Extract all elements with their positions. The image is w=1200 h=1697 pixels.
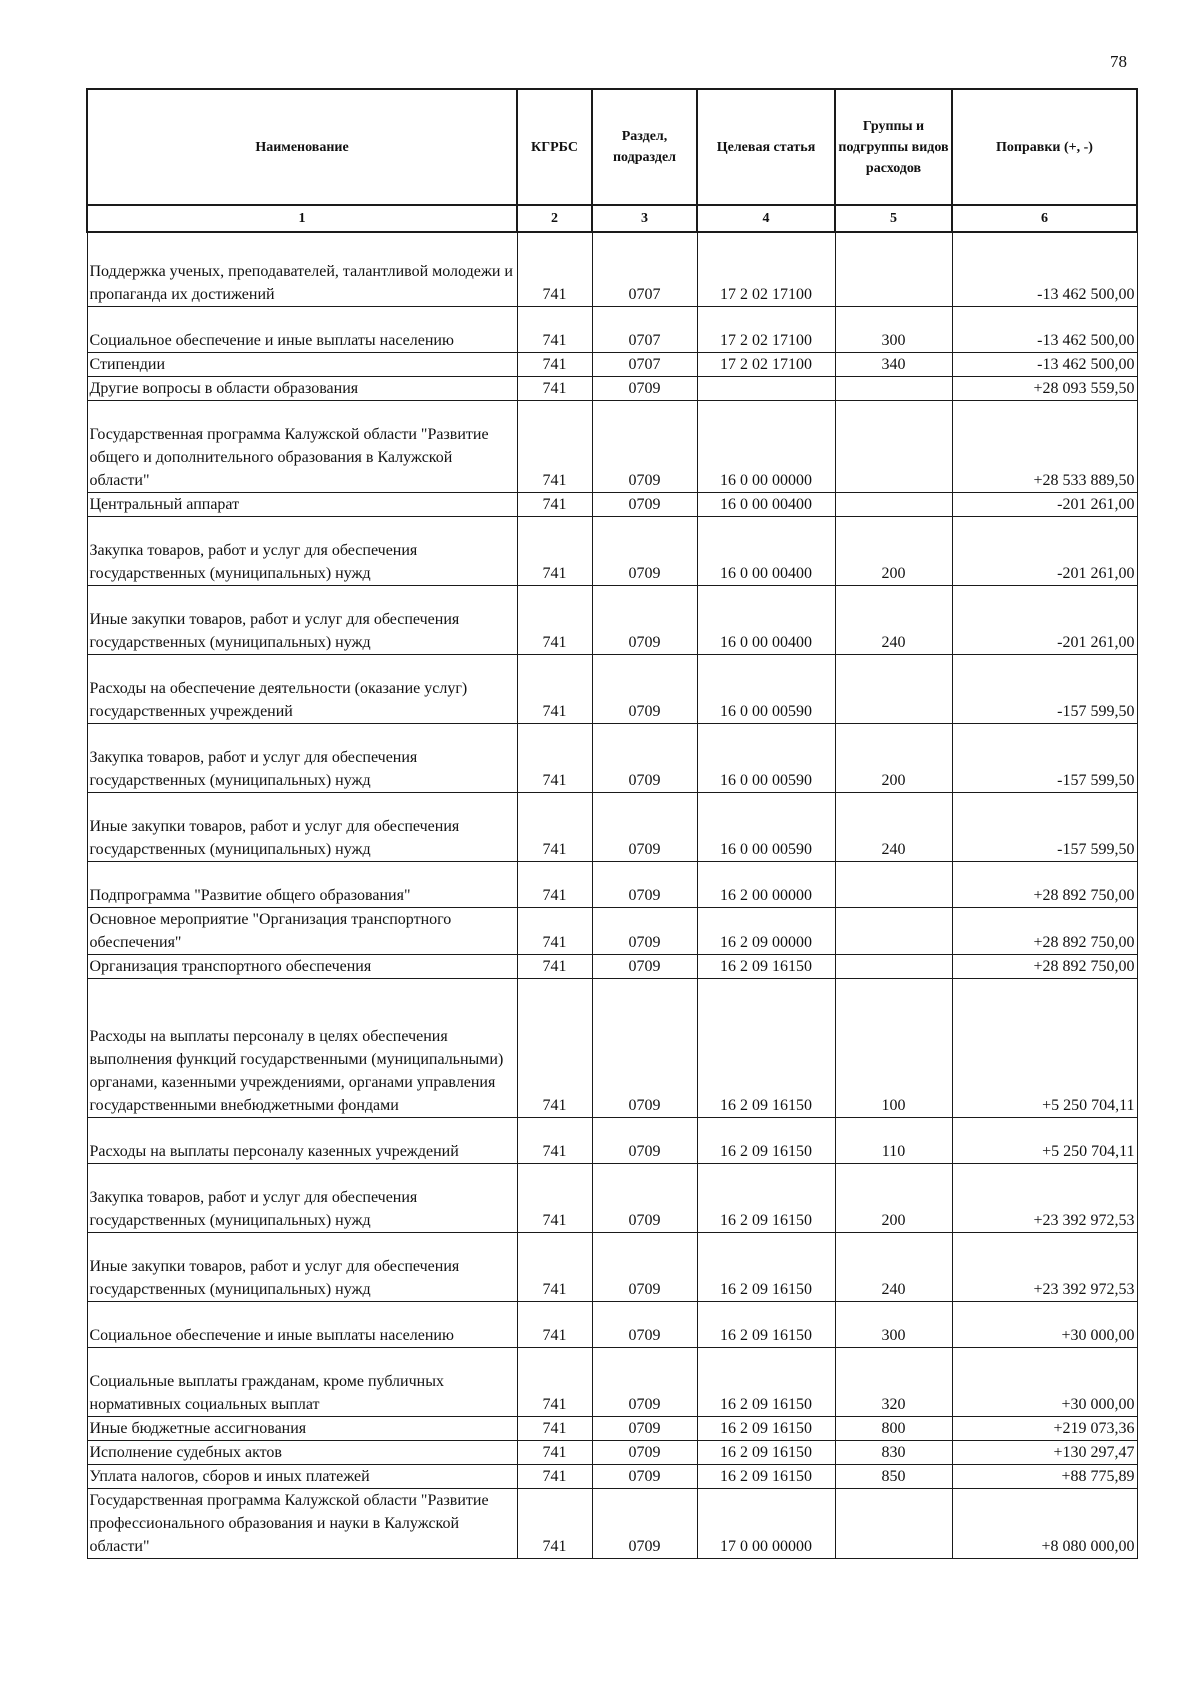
cell-section: 0709	[592, 492, 697, 516]
cell-group	[835, 654, 952, 723]
table-row	[87, 1464, 1137, 1488]
cell-name: Закупка товаров, работ и услуг для обеспечения государственных (муниципальных) нужд	[87, 516, 517, 585]
cell-group: 200	[835, 516, 952, 585]
header-amendments: Поправки (+, -)	[952, 89, 1137, 205]
column-number: 4	[697, 205, 835, 232]
table-row	[87, 516, 1137, 585]
cell-target: 16 0 00 00590	[697, 792, 835, 861]
table-row	[87, 1163, 1137, 1232]
cell-target: 17 2 02 17100	[697, 306, 835, 352]
cell-group	[835, 492, 952, 516]
cell-kgrbs: 741	[517, 723, 592, 792]
cell-group: 850	[835, 1464, 952, 1488]
cell-kgrbs: 741	[517, 861, 592, 907]
table-row	[87, 1440, 1137, 1464]
cell-target: 16 2 09 00000	[697, 907, 835, 954]
cell-name: Центральный аппарат	[87, 492, 517, 516]
cell-section: 0709	[592, 861, 697, 907]
cell-name: Социальное обеспечение и иные выплаты населению	[87, 1301, 517, 1347]
cell-amount: +130 297,47	[952, 1440, 1137, 1464]
table-row	[87, 1117, 1137, 1163]
cell-target: 16 2 09 16150	[697, 1117, 835, 1163]
cell-section: 0709	[592, 516, 697, 585]
cell-kgrbs: 741	[517, 1301, 592, 1347]
table-row	[87, 1301, 1137, 1347]
cell-target: 16 2 09 16150	[697, 978, 835, 1117]
cell-group: 240	[835, 1232, 952, 1301]
cell-amount: +23 392 972,53	[952, 1232, 1137, 1301]
column-number: 6	[952, 205, 1137, 232]
cell-kgrbs: 741	[517, 232, 592, 306]
cell-section: 0709	[592, 1232, 697, 1301]
cell-amount: +28 533 889,50	[952, 400, 1137, 492]
header-name: Наименование	[87, 89, 517, 205]
cell-kgrbs: 741	[517, 516, 592, 585]
cell-target: 16 2 09 16150	[697, 954, 835, 978]
header-groups: Группы и подгруппы видов расходов	[835, 89, 952, 205]
cell-name: Стипендии	[87, 352, 517, 376]
cell-amount: -157 599,50	[952, 723, 1137, 792]
cell-section: 0709	[592, 723, 697, 792]
cell-group	[835, 1488, 952, 1558]
cell-kgrbs: 741	[517, 1464, 592, 1488]
cell-section: 0709	[592, 400, 697, 492]
cell-name: Закупка товаров, работ и услуг для обеспечения государственных (муниципальных) нужд	[87, 1163, 517, 1232]
cell-kgrbs: 741	[517, 654, 592, 723]
cell-group: 100	[835, 978, 952, 1117]
cell-name: Иные закупки товаров, работ и услуг для обеспечения государственных (муниципальных) нужд	[87, 1232, 517, 1301]
cell-amount: +23 392 972,53	[952, 1163, 1137, 1232]
table-row	[87, 1232, 1137, 1301]
cell-kgrbs: 741	[517, 907, 592, 954]
cell-amount: +88 775,89	[952, 1464, 1137, 1488]
table-row	[87, 376, 1137, 400]
cell-section: 0709	[592, 585, 697, 654]
budget-table	[86, 88, 1138, 1559]
cell-name: Иные закупки товаров, работ и услуг для обеспечения государственных (муниципальных) нужд	[87, 585, 517, 654]
cell-section: 0707	[592, 306, 697, 352]
cell-target: 16 0 00 00400	[697, 516, 835, 585]
cell-name: Поддержка ученых, преподавателей, талантливой молодежи и пропаганда их достижений	[87, 232, 517, 306]
table-row	[87, 585, 1137, 654]
table-row	[87, 654, 1137, 723]
cell-kgrbs: 741	[517, 400, 592, 492]
cell-amount: -13 462 500,00	[952, 306, 1137, 352]
cell-group: 320	[835, 1347, 952, 1416]
cell-section: 0707	[592, 232, 697, 306]
cell-amount: +28 892 750,00	[952, 954, 1137, 978]
cell-target: 16 0 00 00590	[697, 723, 835, 792]
column-number: 5	[835, 205, 952, 232]
cell-kgrbs: 741	[517, 1440, 592, 1464]
cell-group: 800	[835, 1416, 952, 1440]
cell-section: 0709	[592, 978, 697, 1117]
table-body	[87, 232, 1137, 1558]
cell-section: 0709	[592, 1163, 697, 1232]
cell-kgrbs: 741	[517, 1232, 592, 1301]
cell-target: 16 0 00 00400	[697, 492, 835, 516]
cell-kgrbs: 741	[517, 1117, 592, 1163]
cell-name: Подпрограмма "Развитие общего образования"	[87, 861, 517, 907]
cell-name: Основное мероприятие "Организация транспортного обеспечения"	[87, 907, 517, 954]
cell-name: Другие вопросы в области образования	[87, 376, 517, 400]
cell-name: Закупка товаров, работ и услуг для обеспечения государственных (муниципальных) нужд	[87, 723, 517, 792]
cell-name: Расходы на выплаты персоналу казенных учреждений	[87, 1117, 517, 1163]
table-row	[87, 232, 1137, 306]
cell-section: 0709	[592, 1440, 697, 1464]
cell-group	[835, 400, 952, 492]
cell-group: 300	[835, 1301, 952, 1347]
cell-section: 0709	[592, 654, 697, 723]
cell-kgrbs: 741	[517, 1347, 592, 1416]
cell-target: 16 0 00 00400	[697, 585, 835, 654]
cell-section: 0709	[592, 1488, 697, 1558]
column-numbers-row	[87, 205, 1137, 232]
cell-kgrbs: 741	[517, 1488, 592, 1558]
cell-name: Расходы на выплаты персоналу в целях обеспечения выполнения функций государственными (муниципальными) органами, казенными учреждениями, органами управления государственными внебюджетными фондами	[87, 978, 517, 1117]
cell-group: 830	[835, 1440, 952, 1464]
cell-target: 16 2 09 16150	[697, 1440, 835, 1464]
column-number: 1	[87, 205, 517, 232]
table-row	[87, 492, 1137, 516]
cell-amount: -201 261,00	[952, 585, 1137, 654]
cell-kgrbs: 741	[517, 792, 592, 861]
cell-amount: -157 599,50	[952, 654, 1137, 723]
cell-name: Социальные выплаты гражданам, кроме публичных нормативных социальных выплат	[87, 1347, 517, 1416]
cell-group	[835, 954, 952, 978]
cell-target	[697, 376, 835, 400]
cell-kgrbs: 741	[517, 352, 592, 376]
cell-target: 16 2 00 00000	[697, 861, 835, 907]
cell-amount: -157 599,50	[952, 792, 1137, 861]
cell-target: 17 0 00 00000	[697, 1488, 835, 1558]
table-row	[87, 792, 1137, 861]
table-row	[87, 1416, 1137, 1440]
cell-name: Социальное обеспечение и иные выплаты населению	[87, 306, 517, 352]
cell-kgrbs: 741	[517, 306, 592, 352]
cell-group: 240	[835, 585, 952, 654]
cell-amount: +5 250 704,11	[952, 978, 1137, 1117]
cell-group: 200	[835, 723, 952, 792]
cell-kgrbs: 741	[517, 492, 592, 516]
cell-kgrbs: 741	[517, 585, 592, 654]
cell-group: 110	[835, 1117, 952, 1163]
table-row	[87, 1488, 1137, 1558]
header-target: Целевая статья	[697, 89, 835, 205]
cell-amount: +8 080 000,00	[952, 1488, 1137, 1558]
cell-amount: +28 892 750,00	[952, 907, 1137, 954]
cell-amount: -201 261,00	[952, 492, 1137, 516]
cell-target: 16 0 00 00000	[697, 400, 835, 492]
cell-amount: +30 000,00	[952, 1301, 1137, 1347]
cell-amount: +28 093 559,50	[952, 376, 1137, 400]
cell-name: Иные закупки товаров, работ и услуг для обеспечения государственных (муниципальных) нужд	[87, 792, 517, 861]
cell-target: 16 0 00 00590	[697, 654, 835, 723]
cell-section: 0709	[592, 792, 697, 861]
cell-amount: +219 073,36	[952, 1416, 1137, 1440]
cell-target: 16 2 09 16150	[697, 1163, 835, 1232]
table-row	[87, 1347, 1137, 1416]
table-row	[87, 907, 1137, 954]
table-row	[87, 306, 1137, 352]
cell-kgrbs: 741	[517, 1416, 592, 1440]
cell-kgrbs: 741	[517, 376, 592, 400]
cell-amount: -13 462 500,00	[952, 232, 1137, 306]
cell-target: 17 2 02 17100	[697, 232, 835, 306]
cell-target: 16 2 09 16150	[697, 1416, 835, 1440]
cell-name: Расходы на обеспечение деятельности (оказание услуг) государственных учреждений	[87, 654, 517, 723]
cell-name: Государственная программа Калужской области "Развитие общего и дополнительного образования в Калужской области"	[87, 400, 517, 492]
page-number: 78	[1110, 52, 1127, 71]
table-row	[87, 723, 1137, 792]
table-row	[87, 978, 1137, 1117]
cell-target: 17 2 02 17100	[697, 352, 835, 376]
cell-amount: -13 462 500,00	[952, 352, 1137, 376]
cell-group	[835, 861, 952, 907]
column-number: 2	[517, 205, 592, 232]
cell-name: Уплата налогов, сборов и иных платежей	[87, 1464, 517, 1488]
cell-group: 340	[835, 352, 952, 376]
column-number: 3	[592, 205, 697, 232]
cell-section: 0709	[592, 376, 697, 400]
cell-group	[835, 232, 952, 306]
cell-target: 16 2 09 16150	[697, 1301, 835, 1347]
cell-target: 16 2 09 16150	[697, 1464, 835, 1488]
cell-group	[835, 907, 952, 954]
cell-name: Исполнение судебных актов	[87, 1440, 517, 1464]
cell-section: 0709	[592, 907, 697, 954]
cell-section: 0709	[592, 1347, 697, 1416]
cell-section: 0709	[592, 1416, 697, 1440]
cell-amount: +5 250 704,11	[952, 1117, 1137, 1163]
header-row	[87, 89, 1137, 205]
header-section: Раздел, подраздел	[592, 89, 697, 205]
table-row	[87, 352, 1137, 376]
cell-name: Организация транспортного обеспечения	[87, 954, 517, 978]
cell-section: 0709	[592, 1301, 697, 1347]
cell-group	[835, 376, 952, 400]
table-row	[87, 400, 1137, 492]
cell-amount: +30 000,00	[952, 1347, 1137, 1416]
cell-amount: -201 261,00	[952, 516, 1137, 585]
header-kgrbs: КГРБС	[517, 89, 592, 205]
cell-kgrbs: 741	[517, 1163, 592, 1232]
cell-section: 0709	[592, 954, 697, 978]
table-row	[87, 954, 1137, 978]
cell-group: 200	[835, 1163, 952, 1232]
cell-section: 0707	[592, 352, 697, 376]
cell-section: 0709	[592, 1464, 697, 1488]
cell-section: 0709	[592, 1117, 697, 1163]
table-row	[87, 861, 1137, 907]
cell-group: 240	[835, 792, 952, 861]
cell-group: 300	[835, 306, 952, 352]
cell-name: Государственная программа Калужской области "Развитие профессионального образования и науки в Калужской области"	[87, 1488, 517, 1558]
cell-target: 16 2 09 16150	[697, 1347, 835, 1416]
cell-name: Иные бюджетные ассигнования	[87, 1416, 517, 1440]
cell-kgrbs: 741	[517, 978, 592, 1117]
cell-target: 16 2 09 16150	[697, 1232, 835, 1301]
cell-amount: +28 892 750,00	[952, 861, 1137, 907]
cell-kgrbs: 741	[517, 954, 592, 978]
